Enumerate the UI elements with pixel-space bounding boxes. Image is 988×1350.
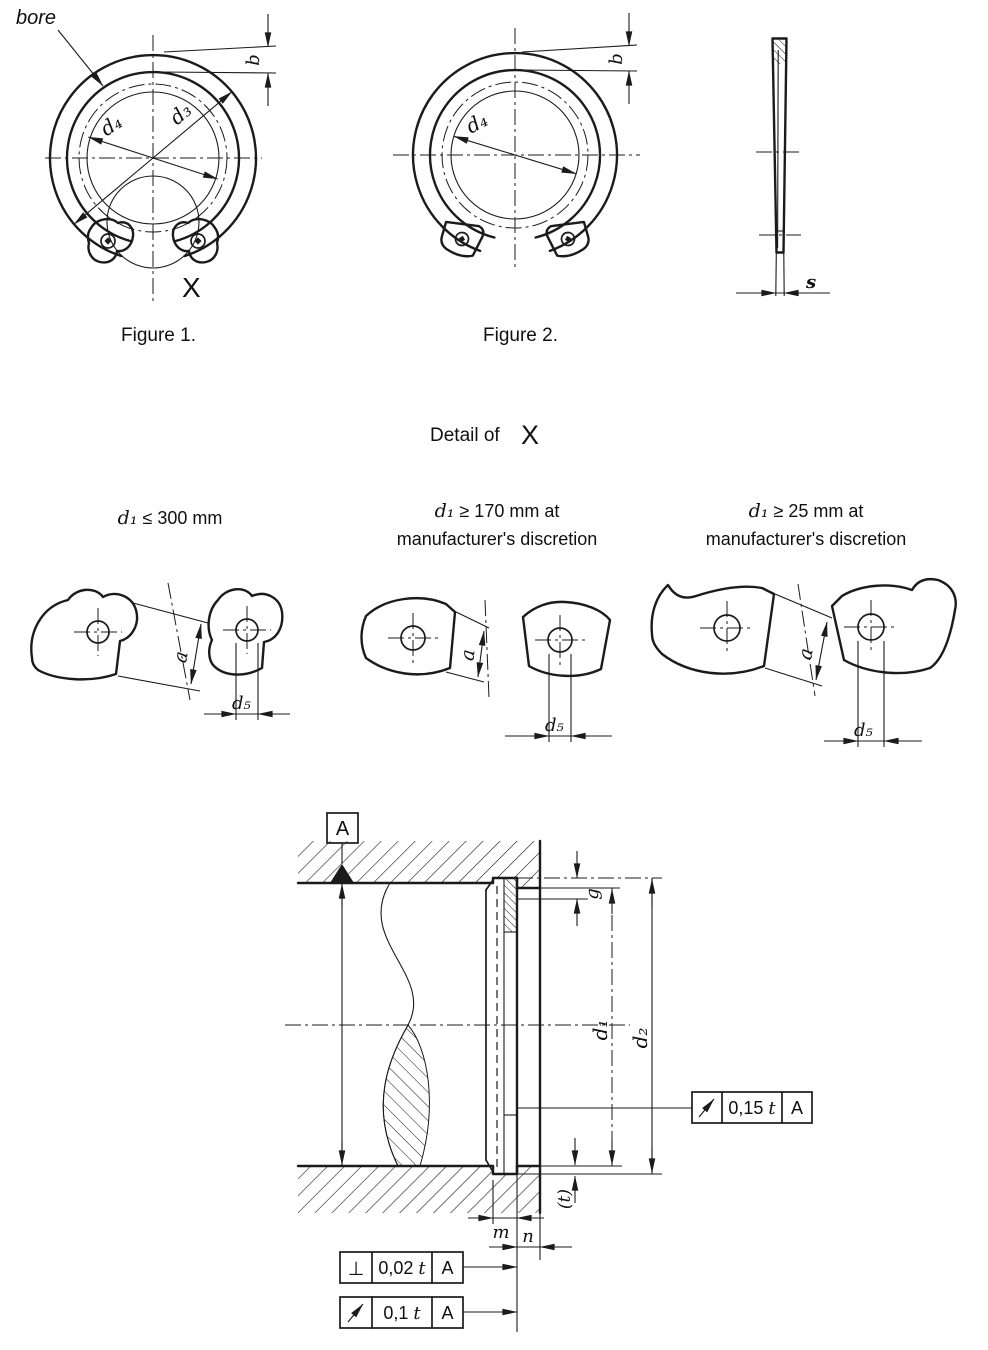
dim-a-label: a [794, 646, 818, 662]
detail-x-marker: X [182, 272, 201, 303]
bore-leader [58, 30, 103, 86]
lug-left [652, 585, 774, 674]
figure2-circlip-drawing [393, 13, 640, 346]
dim-b-label: b [243, 54, 264, 66]
fcf-runout-bottom-value: 0,1 t [383, 1303, 421, 1324]
dim-d4-label: d₄ [461, 107, 492, 139]
fcf-runout-face-datum: A [790, 1098, 804, 1118]
dim-s-label: s [806, 272, 817, 293]
detail-variant-1 [31, 583, 290, 720]
dim-d2-label: d₂ [628, 1027, 652, 1049]
lug-right [523, 602, 610, 676]
variant3-condition: d₁ ≥ 25 mm at [748, 500, 864, 522]
dim-n-label: n [522, 1226, 534, 1247]
dim-a-label: a [456, 648, 480, 662]
fcf-runout-bottom-datum: A [441, 1303, 454, 1323]
dim-d1-label: d₁ [588, 1019, 612, 1041]
lug-left [362, 598, 456, 674]
variant1-condition: d₁ ≤ 300 mm [117, 507, 223, 529]
lug-right [832, 579, 956, 673]
variant2-condition-line2: manufacturer's discretion [396, 529, 598, 549]
fcf-runout-bottom [340, 1297, 517, 1328]
detail-title-marker: X [521, 420, 540, 450]
lug-right [209, 589, 283, 674]
fcf-runout-face [692, 1092, 812, 1123]
lug-left [31, 590, 137, 680]
variant2-condition: d₁ ≥ 170 mm at [434, 500, 560, 522]
runout-icon [348, 1304, 363, 1322]
figure1-caption: Figure 1. [121, 325, 196, 346]
detail-variant-2 [362, 598, 613, 742]
dim-m-label: m [492, 1222, 510, 1243]
dim-b-label: b [606, 53, 627, 65]
broken-out-section [383, 1025, 429, 1166]
fcf-perp-datum: A [441, 1258, 454, 1278]
dim-d5-label: d₅ [854, 720, 873, 741]
detail-title [430, 420, 539, 450]
lug-left [438, 217, 485, 260]
fcf-perp-value: 0,02 t [378, 1258, 426, 1279]
installation-section-drawing [285, 813, 812, 1332]
gap-centerline [168, 583, 190, 700]
datum-a-label: A [335, 818, 350, 840]
perpendicularity-icon: ⊥ [347, 1259, 365, 1280]
ring-section-hatch [504, 878, 517, 932]
dim-d5-label: d₅ [232, 693, 251, 714]
dim-d5-label: d₅ [545, 715, 564, 736]
detail-variant-3 [652, 579, 956, 747]
variant3-condition-line2: manufacturer's discretion [705, 529, 907, 549]
fcf-perpendicularity [340, 1252, 517, 1283]
variant-headers [118, 500, 907, 549]
fcf-runout-face-value: 0,15 t [728, 1098, 776, 1119]
dim-d4-label: d₄ [95, 109, 127, 141]
dim-d3-label: d₃ [164, 97, 197, 130]
ring-edge-outline [773, 39, 787, 253]
dim-a-label: a [169, 649, 193, 665]
runout-icon [699, 1099, 714, 1117]
dim-g-label: g [582, 888, 603, 900]
lug-right [545, 217, 592, 260]
bore-label: bore [16, 7, 57, 29]
gap-centerline [485, 600, 489, 698]
side-view-drawing [736, 39, 830, 297]
detail-title-prefix: Detail of [430, 425, 500, 446]
figure1-circlip-drawing [16, 7, 276, 346]
dim-t-label: (t) [555, 1188, 575, 1210]
figure2-caption: Figure 2. [483, 325, 558, 346]
